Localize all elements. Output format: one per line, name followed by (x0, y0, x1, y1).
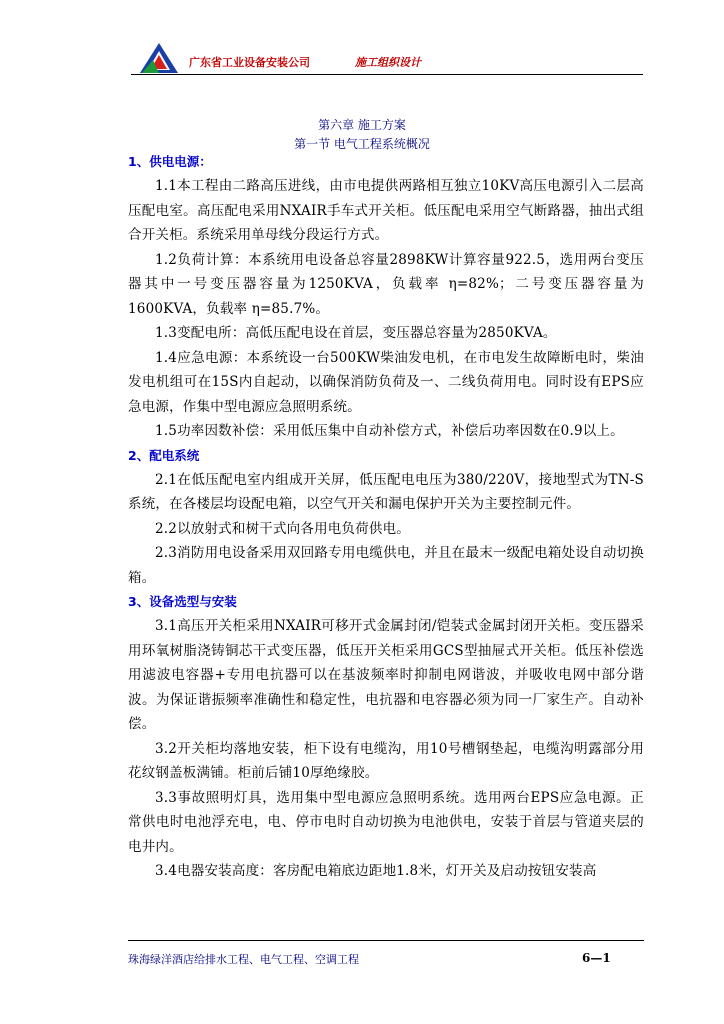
document-body (128, 150, 644, 884)
paragraph: 3.1高压开关柜采用NXAIR可移开式金属封闭/铠装式金属封闭开关柜。变压器采用环氧树脂浇铸铜芯干式变压器，低压开关柜采用GCS型抽屉式开关柜。低压补偿选用滤波电容器+专用电抗器可以在基波频率时抑制电网谐波，并吸收电网中部分谐波。为保证谐振频率准确性和稳定性，电抗器和电容器必须为同一厂家生产。自动补偿。 (128, 618, 644, 732)
document-title: 施工组织设计 (355, 56, 421, 69)
paragraph: 3.4电器安装高度：客房配电箱底边距地1.8米，灯开关及启动按钮安装高 (155, 863, 597, 879)
footer-project-name: 珠海绿洋酒店给排水工程、电气工程、空调工程 (128, 953, 359, 966)
paragraph: 2.3消防用电设备采用双回路专用电缆供电，并且在最末一级配电箱处设自动切换箱。 (128, 545, 644, 586)
heading-distribution-system: 2、配电系统 (128, 447, 200, 463)
paragraph: 3.3事故照明灯具，选用集中型电源应急照明系统。选用两台EPS应急电源。正常供电时电池浮充电，电、停市电时自动切换为电池供电，安装于首层与管道夹层的电井内。 (128, 789, 644, 855)
paragraph: 2.2以放射式和树干式向各用电负荷供电。 (155, 520, 410, 537)
paragraph: 1.2负荷计算：本系统用电设备总容量2898KW计算容量922.5，选用两台变压器其中一号变压器容量为1250KVA，负载率 η=82%；二号变压器容量为1600KVA，负载率 η=85.7%。 (128, 251, 644, 317)
page-header (131, 38, 643, 78)
paragraph: 1.4应急电源：本系统设一台500KW柴油发电机，在市电发生故障断电时，柴油发电机组可在15S内自起动，以确保消防负荷及一、二线负荷用电。同时设有EPS应急电源，作集中型电源应急照明系统。 (128, 349, 644, 415)
footer-divider (128, 940, 644, 941)
section-title: 第一节 电气工程系统概况 (294, 137, 430, 151)
paragraph: 1.3变配电所：高低压配电设在首层，变压器总容量为2850KVA。 (155, 325, 557, 341)
paragraph: 2.1在低压配电室内组成开关屏，低压配电电压为380/220V，接地型式为TN-S系统，在各楼层均设配电箱，以空气开关和漏电保护开关为主要控制元件。 (128, 471, 644, 512)
paragraph: 1.5功率因数补偿：采用低压集中自动补偿方式，补偿后功率因数在0.9以上。 (155, 423, 624, 439)
company-name: 广东省工业设备安装公司 (189, 56, 310, 69)
page-number: 6—1 (582, 951, 611, 965)
chapter-title: 第六章 施工方案 (318, 118, 406, 132)
header-divider (131, 74, 643, 75)
paragraph: 3.2开关柜均落地安装，柜下设有电缆沟，用10号槽钢垫起，电缆沟明露部分用花纹钢盖板满铺。柜前后铺10厚绝缘胶。 (128, 740, 644, 781)
company-logo-icon (139, 42, 179, 74)
heading-power-supply: 1、供电电源： (128, 154, 212, 169)
paragraph: 1.1本工程由二路高压进线，由市电提供两路相互独立10KV高压电源引入二层高压配电室。高压配电采用NXAIR手车式开关柜。低压配电采用空气断路器，抽出式组合开关柜。系统采用单母线分段运行方式。 (128, 178, 644, 243)
heading-equipment-selection: 3、设备选型与安装 (128, 594, 237, 609)
